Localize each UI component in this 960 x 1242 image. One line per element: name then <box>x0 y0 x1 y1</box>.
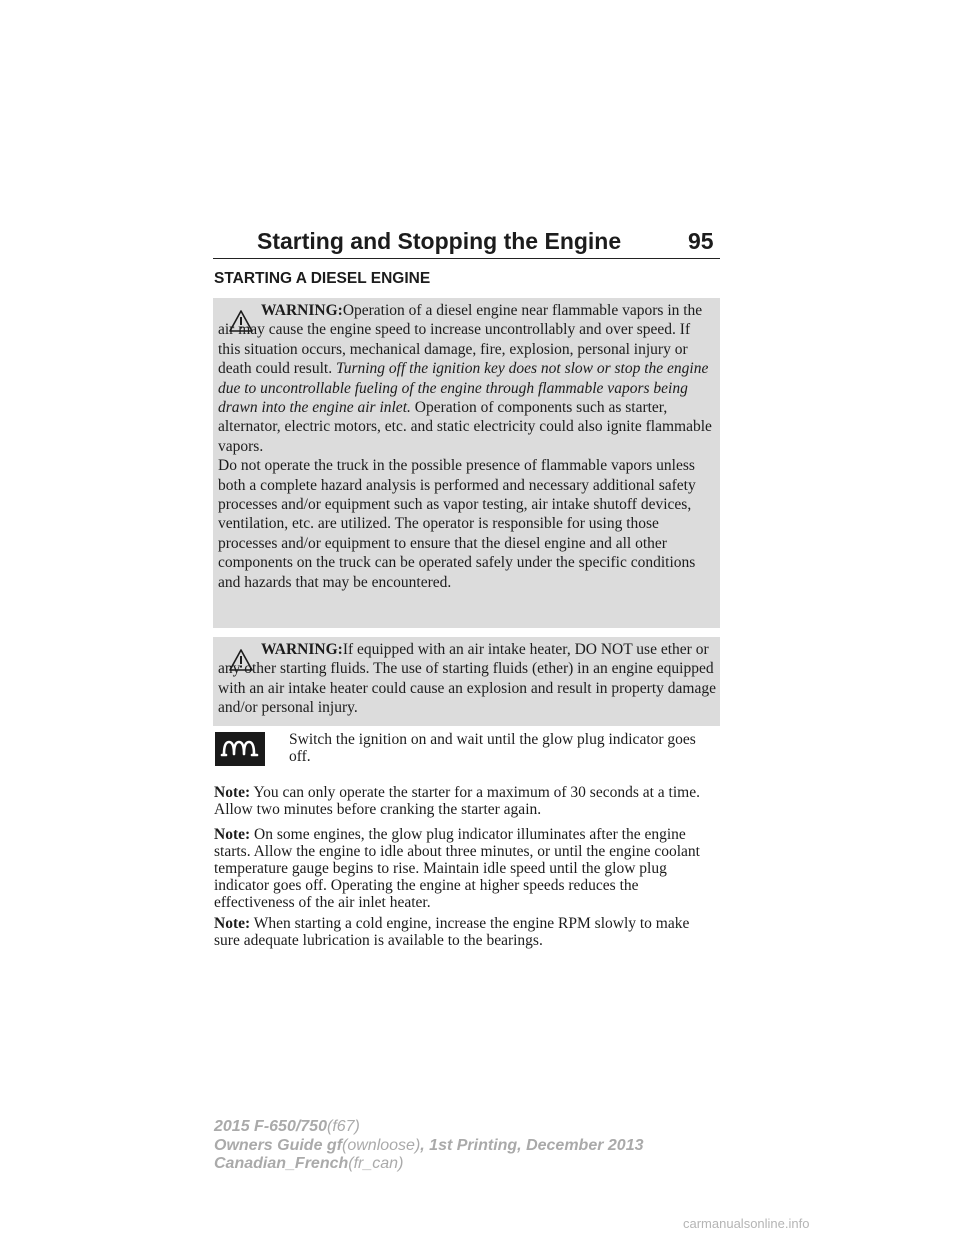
warning-box-diesel-vapors <box>213 298 720 628</box>
footer-model: 2015 F-650/750 <box>214 1118 327 1135</box>
header-divider <box>213 258 720 259</box>
note-cold-engine <box>214 915 714 949</box>
footer-printing: , 1st Printing, December 2013 <box>420 1136 644 1154</box>
glow-plug-icon <box>215 732 265 766</box>
warning-text-italic: Turning off the ignition key does not slow or stop the engine due to uncontrollable fueling of the engine through flammable vapors being drawn into the engine air inlet. <box>218 360 709 417</box>
page-footer <box>214 1118 643 1174</box>
footer-language: Canadian_French <box>214 1155 349 1172</box>
note-glow-plug-idle <box>214 826 714 911</box>
note-text: On some engines, the glow plug indicator illuminates after the engine starts. Allow the engine to idle about three minutes, or until the engine coolant temperature gauge begins to rise. Maintain idle speed until the glow plug indicator goes off. Operating the engine at higher speeds reduces the effectiveness of the air inlet heater. <box>214 826 700 911</box>
warning-text-part-a: Operation of a diesel engine near flammable vapors in the air may cause the engine speed to increase uncontrollably and over speed. If this situation occurs, mechanical damage, fire, explosion, personal injury or death could result. <box>218 302 703 378</box>
glow-plug-instruction: Switch the ignition on and wait until the glow plug indicator goes off. <box>289 731 696 765</box>
footer-line-2 <box>214 1137 643 1156</box>
note-label: Note: <box>214 915 251 932</box>
warning-box-starting-fluids <box>213 637 720 726</box>
footer-model-code: (f67) <box>326 1118 360 1135</box>
warning-label: WARNING: <box>261 641 343 658</box>
warning-text-part-c: Do not operate the truck in the possible presence of flammable vapors unless both a complete hazard analysis is performed and necessary additional safety processes and/or equipment such as vapor testing, air intake shutoff devices, ventilation, etc. are utilized. The operator is responsible for using those processes and/or equipment to ensure that the diesel engine and all other components on the truck can be operated safely under the specific conditions and hazards that may be encountered. <box>218 457 696 591</box>
footer-guide: Owners Guide gf <box>214 1136 343 1154</box>
footer-line-3 <box>214 1155 643 1174</box>
page-number: 95 <box>688 228 714 254</box>
page-header-title: Starting and Stopping the Engine <box>257 228 622 254</box>
warning-text-part-b: Operation of components such as starter, alternator, electric motors, etc. and static electricity could also ignite flammable vapors. <box>218 399 712 455</box>
glow-plug-coil-icon <box>215 732 265 766</box>
note-text: You can only operate the starter for a maximum of 30 seconds at a time. Allow two minutes before cranking the starter again. <box>214 784 700 818</box>
watermark-text: carmanualsonline.info <box>683 1216 810 1231</box>
footer-guide-code: (ownloose) <box>342 1136 421 1154</box>
note-starter-limit <box>214 784 714 818</box>
warning-label: WARNING: <box>261 302 343 319</box>
footer-language-code: (fr_can) <box>348 1155 404 1172</box>
note-label: Note: <box>214 826 251 843</box>
section-heading: STARTING A DIESEL ENGINE <box>214 270 431 287</box>
warning-text <box>218 301 716 592</box>
warning-text-body: If equipped with an air intake heater, DO NOT use ether or any other starting fluids. The use of starting fluids (ether) in an engine equipped with an air intake heater could cause an explosion and result in property damage and/or personal injury. <box>218 641 716 717</box>
note-label: Note: <box>214 784 251 801</box>
note-text: When starting a cold engine, increase the engine RPM slowly to make sure adequate lubrication is available to the bearings. <box>214 915 690 949</box>
warning-text <box>218 640 716 718</box>
footer-line-1 <box>214 1118 643 1137</box>
